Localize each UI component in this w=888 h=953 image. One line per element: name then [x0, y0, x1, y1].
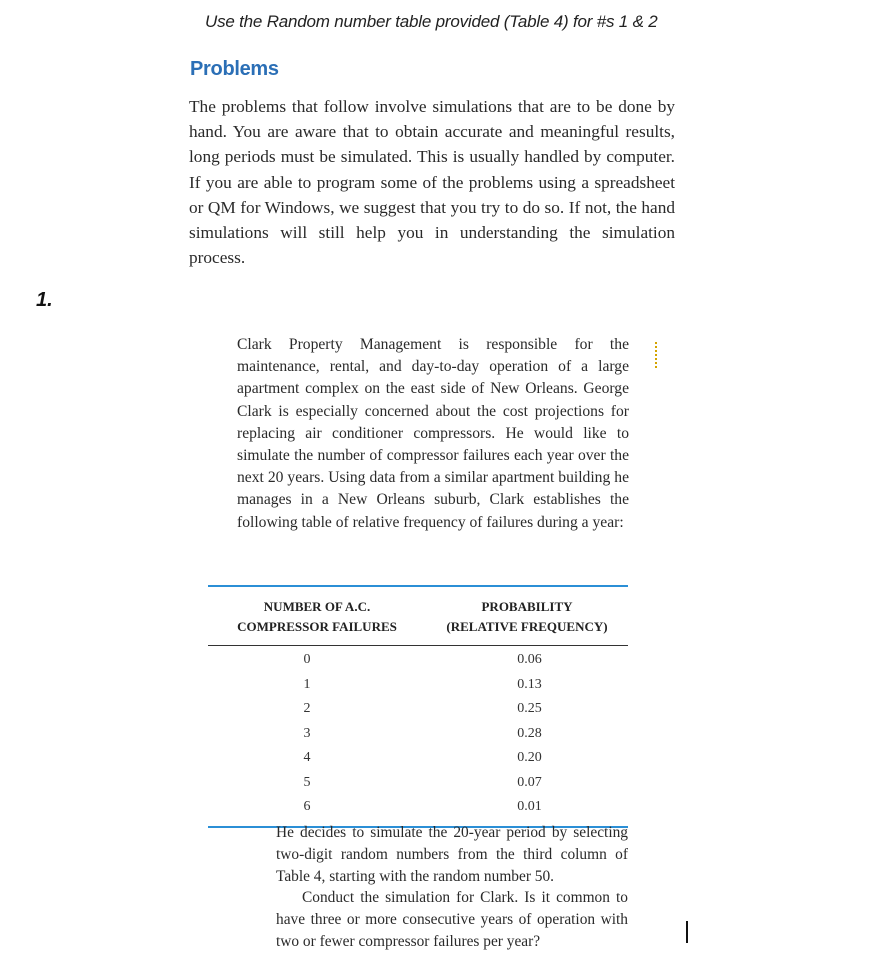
text-cursor: [686, 921, 688, 943]
probability-cell: 0.06: [517, 652, 542, 667]
probability-cell: 0.25: [517, 701, 542, 716]
table-row: [208, 648, 628, 673]
table-header: [208, 587, 628, 637]
problem-number: 1.: [36, 289, 53, 311]
table-row: [208, 722, 628, 747]
header-failures-line2: COMPRESSOR FAILURES: [237, 619, 397, 634]
probability-cell: 0.20: [517, 750, 542, 765]
margin-mark: [655, 342, 659, 368]
simulation-question: Conduct the simulation for Clark. Is it common to have three or more consecutive years of operation with two or fewer compressor failures per year?: [276, 889, 628, 950]
header-failures-line1: NUMBER OF A.C.: [263, 599, 371, 614]
table-row: [208, 771, 628, 796]
probability-cell: 0.01: [517, 799, 542, 814]
failures-cell: 6: [303, 799, 311, 814]
header-probability-line2: (RELATIVE FREQUENCY): [446, 619, 608, 634]
table-body: [208, 646, 628, 820]
failures-cell: 2: [303, 701, 311, 716]
follow-up-text: [276, 822, 628, 953]
table-row: [208, 673, 628, 698]
failures-cell: 3: [303, 725, 311, 741]
table-row: [208, 697, 628, 722]
header-probability: [426, 597, 628, 637]
table-row: [208, 795, 628, 820]
probability-cell: 0.13: [517, 676, 542, 692]
table-row: [208, 746, 628, 771]
instruction-text: Use the Random number table provided (Table 4) for #s 1 & 2: [205, 12, 658, 31]
failures-cell: 1: [303, 676, 311, 692]
problems-heading: Problems: [190, 58, 279, 80]
problem-text: Clark Property Management is responsible for the maintenance, rental, and day-to-day operation of a large apartment complex on the east side of New Orleans. George Clark is especially concerned about the cost projections for replacing air conditioner compressors. He would like to simulate the number of compressor failures each year over the next 20 years. Using data from a similar apartment building he manages in a New Orleans suburb, Clark establishes the following table of relative frequency of failures during a year:: [237, 336, 629, 531]
probability-cell: 0.07: [517, 774, 542, 790]
failure-frequency-table: [208, 585, 628, 828]
probability-cell: 0.28: [517, 725, 542, 741]
simulation-instructions: He decides to simulate the 20-year period by selecting two-digit random numbers from the third column of Table 4, starting with the random number 50.: [276, 824, 628, 885]
failures-cell: 4: [303, 750, 311, 765]
failures-cell: 5: [303, 774, 311, 790]
header-failures: [208, 597, 426, 637]
failures-cell: 0: [303, 652, 311, 667]
header-probability-line1: PROBABILITY: [481, 599, 573, 614]
intro-paragraph: The problems that follow involve simulations that are to be done by hand. You are aware that to obtain accurate and meaningful results, long periods must be simulated. This is usually handled by computer. If you are able to program some of the problems using a spreadsheet or QM for Windows, we suggest that you try to do so. If not, the hand simulations will still help you in understanding the simulation process.: [189, 97, 675, 268]
